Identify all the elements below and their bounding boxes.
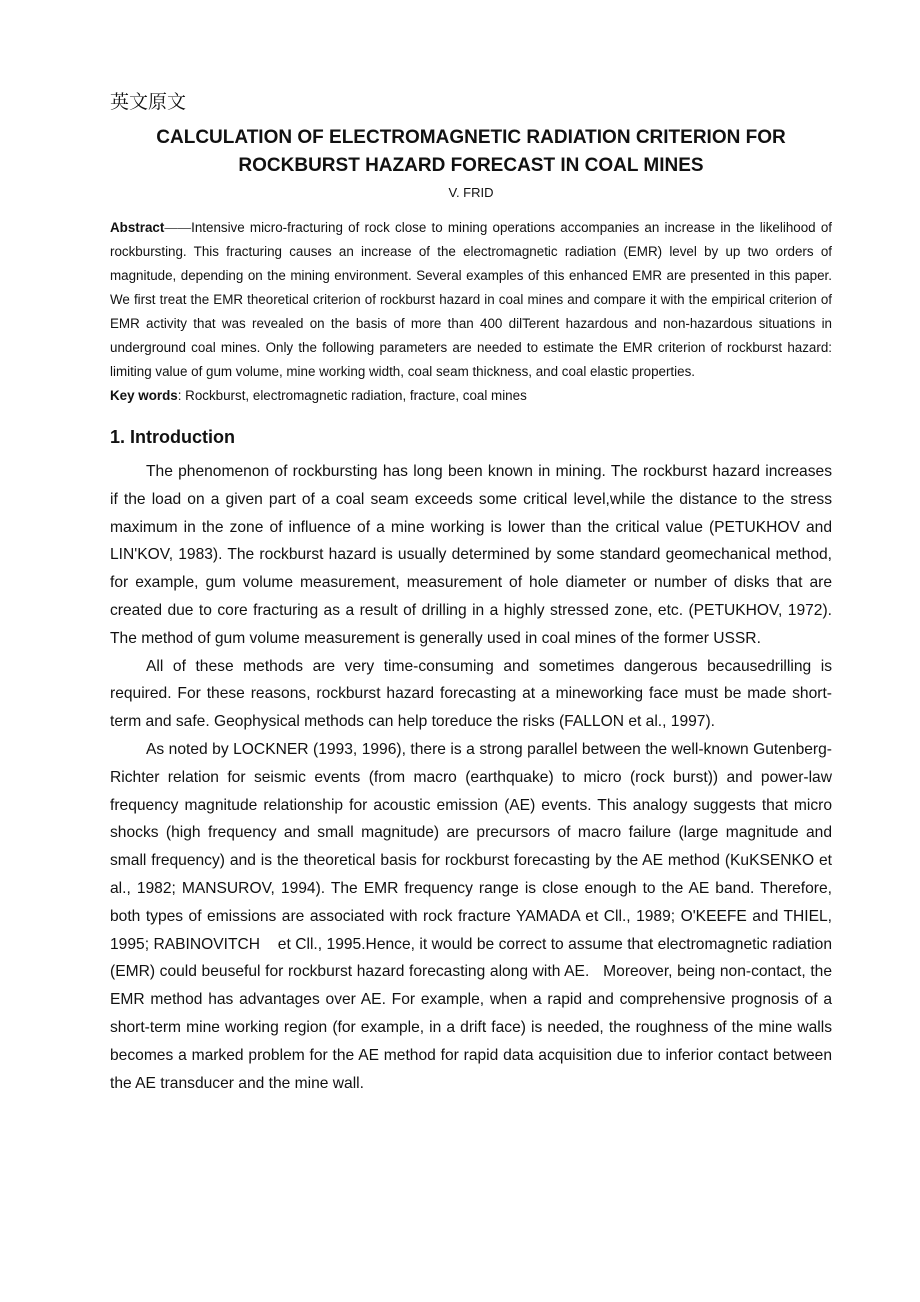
- body-paragraph: As noted by LOCKNER (1993, 1996), there is a strong parallel between the well-known Gutenberg-Richter relation for seismic events (from macro (earthquake) to micro (rock burst)) and power-law frequency magnitude relationship for acoustic emission (AE) events. This analogy suggests that micro shocks (high frequency and small magnitude) are precursors of macro failure (large magnitude and small frequency) and is the theoretical basis for rockburst forecasting by the AE method (KuKSENKO et al., 1982; MANSUROV, 1994). The EMR frequency range is close enough to the AE band. Therefore, both types of emissions are associated with rock fracture YAMADA et Cll., 1989; O'KEEFE and THIEL, 1995; RABINOVITCH et Cll., 1995.Hence, it would be correct to assume that electromagnetic radiation (EMR) could beuseful for rockburst hazard forecasting along with AE. Moreover, being non-contact, the EMR method has advantages over AE. For example, when a rapid and comprehensive prognosis of a short-term mine working region (for example, in a drift face) is needed, the roughness of the mine walls becomes a marked problem for the AE method for rapid data acquisition due to inferior contact between the AE transducer and the mine wall.: [110, 740, 837, 1092]
- body-paragraph: All of these methods are very time-consuming and sometimes dangerous becausedrilling is required. For these reasons, rockburst hazard forecasting at a mineworking face must be made short-term and safe. Geophysical methods can help toreduce the risks (FALLON et al., 1997).: [110, 657, 832, 731]
- keywords-label: Key words: [110, 388, 178, 403]
- abstract-dash: ——: [164, 220, 192, 235]
- keywords: [110, 384, 832, 408]
- paper-author: V. FRID: [448, 185, 494, 200]
- abstract: [110, 216, 832, 384]
- section-tag: 英文原文: [110, 91, 187, 113]
- section-heading: 1. Introduction: [110, 427, 235, 447]
- paper-title-line-1: CALCULATION OF ELECTROMAGNETIC RADIATION CRITERION FOR: [156, 127, 786, 148]
- abstract-label: Abstract: [110, 220, 165, 235]
- paper-title-line-2: ROCKBURST HAZARD FORECAST IN COAL MINES: [238, 155, 704, 176]
- keywords-text: : Rockburst, electromagnetic radiation, fracture, coal mines: [177, 388, 527, 403]
- document-page: [110, 88, 837, 1097]
- body-paragraph: The phenomenon of rockbursting has long been known in mining. The rockburst hazard increases if the load on a given part of a coal seam exceeds some critical level,while the distance to the stress maximum in the zone of influence of a mine working is lower than the critical value (PETUKHOV and LIN'KOV, 1983). The rockburst hazard is usually determined by some standard geomechanical method, for example, gum volume measurement, measurement of hole diameter or number of disks that are created due to core fracturing as a result of drilling in a highly stressed zone, etc. (PETUKHOV, 1972). The method of gum volume measurement is generally used in coal mines of the former USSR.: [110, 463, 832, 647]
- abstract-text: Intensive micro-fracturing of rock close to mining operations accompanies an increase in the likelihood of rockbursting. This fracturing causes an increase of the electromagnetic radiation (EMR) level by up two orders of magnitude, depending on the mining environment. Several examples of this enhanced EMR are presented in this paper. We first treat the EMR theoretical criterion of rockburst hazard in coal mines and compare it with the empirical criterion of EMR activity that was revealed on the basis of more than 400 dilTerent hazardous and non-hazardous situations in underground coal mines. Only the following parameters are needed to estimate the EMR criterion of rockburst hazard: limiting value of gum volume, mine working width, coal seam thickness, and coal elastic properties.: [110, 220, 832, 379]
